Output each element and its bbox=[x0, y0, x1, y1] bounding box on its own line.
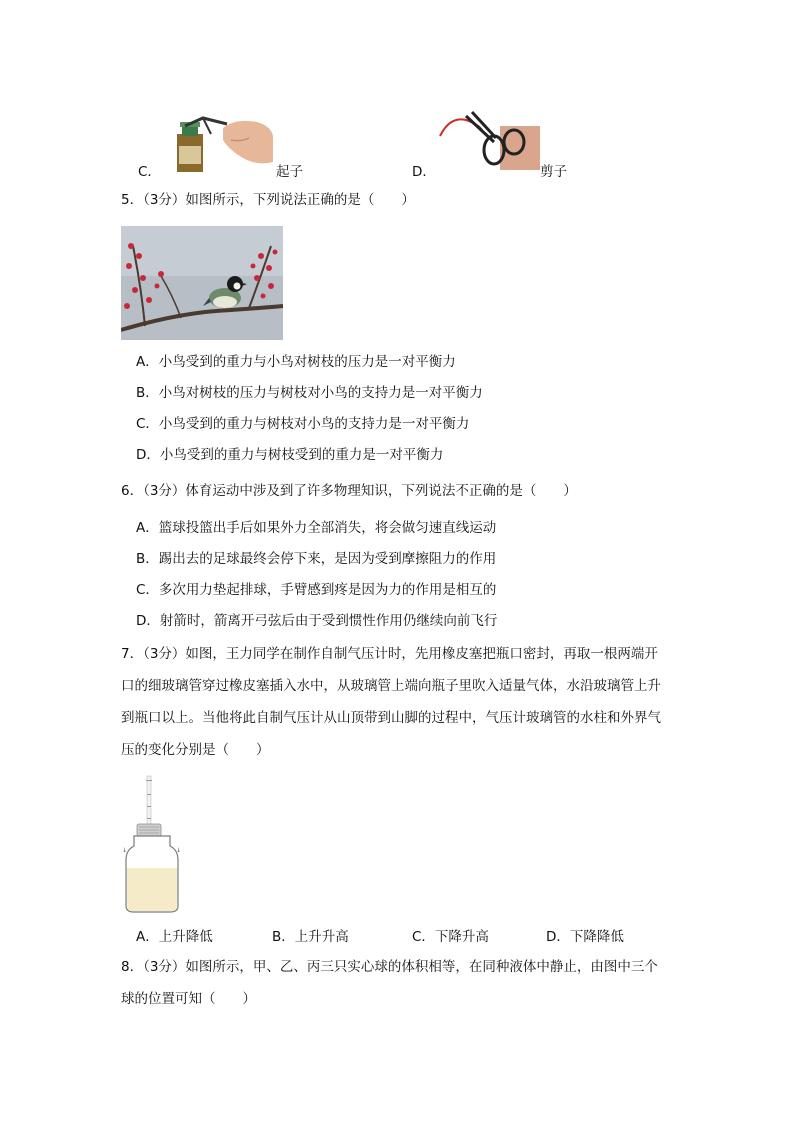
question-7-option-d: D．下降降低 bbox=[546, 929, 624, 945]
question-6-stem: 6．（3分）体育运动中涉及到了许多物理知识，下列说法不正确的是（ ） bbox=[121, 483, 577, 499]
question-6-option-b: B．踢出去的足球最终会停下来，是因为受到摩擦阻力的作用 bbox=[136, 551, 497, 567]
question-7-option-b: B．上升升高 bbox=[272, 929, 349, 945]
barometer-bottle-image bbox=[120, 772, 184, 916]
question-5-option-a: A．小鸟受到的重力与小鸟对树枝的压力是一对平衡力 bbox=[136, 354, 456, 370]
question-7-stem-line-2: 口的细玻璃管穿过橡皮塞插入水中，从玻璃管上端向瓶子里吹入适量气体，水沿玻璃管上升 bbox=[121, 678, 661, 694]
option-c-letter: C． bbox=[138, 164, 161, 180]
question-5-stem: 5．（3分）如图所示，下列说法正确的是（ ） bbox=[121, 192, 415, 208]
question-5-option-d: D．小鸟受到的重力与树枝受到的重力是一对平衡力 bbox=[136, 447, 444, 463]
question-6-option-c: C．多次用力垫起排球，手臂感到疼是因为力的作用是相互的 bbox=[136, 582, 497, 598]
scissors-image bbox=[436, 106, 540, 170]
question-6-option-d: D．射箭时，箭离开弓弦后由于受到惯性作用仍继续向前飞行 bbox=[136, 613, 498, 629]
question-5-option-b: B．小鸟对树枝的压力与树枝对小鸟的支持力是一对平衡力 bbox=[136, 385, 483, 401]
option-c-caption: 起子 bbox=[276, 164, 303, 180]
question-7-stem-line-4: 压的变化分别是（ ） bbox=[121, 742, 270, 758]
question-5-option-c: C．小鸟受到的重力与树枝对小鸟的支持力是一对平衡力 bbox=[136, 416, 470, 432]
question-7-option-c: C．下降升高 bbox=[412, 929, 489, 945]
option-d-letter: D． bbox=[412, 164, 436, 180]
bird-on-branch-image bbox=[121, 226, 283, 340]
bottle-opener-image bbox=[165, 112, 273, 172]
question-7-option-a: A．上升降低 bbox=[136, 929, 213, 945]
question-7-stem-line-1: 7．（3分）如图，王力同学在制作自制气压计时，先用橡皮塞把瓶口密封，再取一根两端开 bbox=[121, 646, 658, 662]
svg-text:↓: ↓ bbox=[176, 847, 182, 854]
question-8-stem-line-1: 8．（3分）如图所示，甲、乙、丙三只实心球的体积相等，在同种液体中静止，由图中三个 bbox=[121, 959, 658, 975]
question-6-option-a: A．篮球投篮出手后如果外力全部消失，将会做匀速直线运动 bbox=[136, 520, 497, 536]
question-8-stem-line-2: 球的位置可知（ ） bbox=[121, 991, 256, 1007]
question-7-stem-line-3: 到瓶口以上。当他将此自制气压计从山顶带到山脚的过程中，气压计玻璃管的水柱和外界气 bbox=[121, 710, 661, 726]
option-d-caption: 剪子 bbox=[540, 164, 567, 180]
svg-text:↓: ↓ bbox=[122, 847, 128, 854]
